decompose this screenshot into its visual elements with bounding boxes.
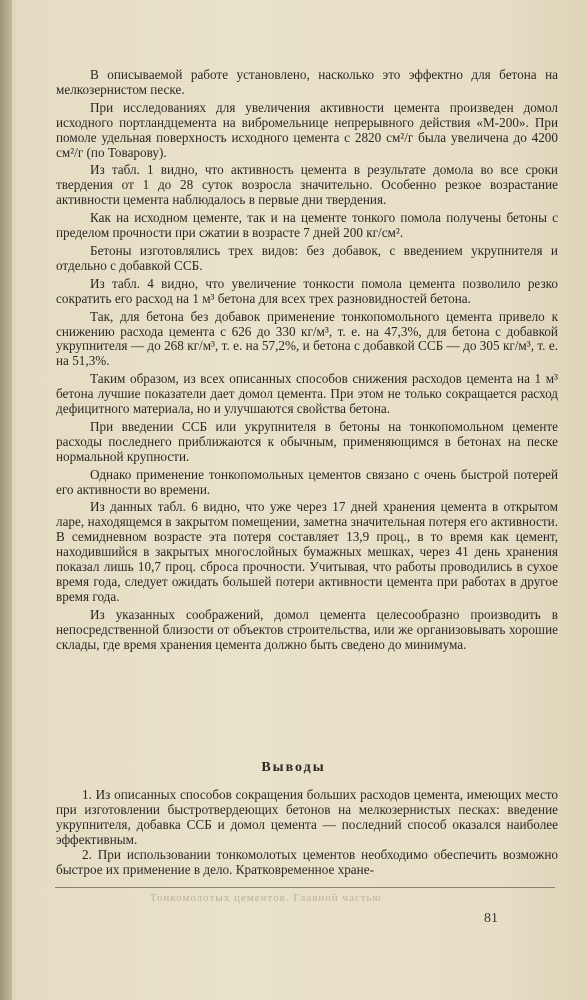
conclusion-item: 2. При использовании тонкомолотых цементов необходимо обеспечить возможно быстрое их применение в дело. Кратковременное хране- — [56, 847, 558, 877]
page-number: 81 — [484, 911, 498, 926]
paragraph: Из данных табл. 6 видно, что уже через 17 дней хранения цемента в открытом ларе, находящемся в закрытом помещении, заметна значительная потеря его активности. В семидневном возрасте эта потеря составляет 13,9 проц., в то время как цемент, находившийся в закрытых многослойных бумажных мешках, через 41 день хранения показал лишь 10,7 проц. сброса прочности. Учитывая, что работы проводились в сухое время года, следует ожидать большей потери активности цемента при работах в другое время года. — [56, 499, 558, 604]
body-text — [56, 68, 558, 656]
conclusions-list — [56, 787, 558, 877]
paragraph: Из указанных соображений, домол цемента целесообразно производить в непосредственной близости от объектов строительства, или же организовывать хорошие склады, где время хранения цемента должно быть сведено до минимума. — [56, 606, 558, 652]
footer-rule — [55, 887, 555, 888]
paragraph: Таким образом, из всех описанных способов снижения расходов цемента на 1 м³ бетона лучшие показатели дает домол цемента. При этом не только сокращается расход дефицитного материала, но и улучшаются свойства бетона. — [56, 371, 558, 417]
paragraph: При исследованиях для увеличения активности цемента произведен домол исходного портландцемента на вибромельнице непрерывного действия «М-200». При помоле удельная поверхность исходного цемента с 2820 см²/г была увеличена до 4200 см²/г (по Товарову). — [56, 99, 558, 160]
paragraph: Как на исходном цементе, так и на цементе тонкого помола получены бетоны с пределом прочности при сжатии в возрасте 7 дней 200 кг/см². — [56, 210, 558, 241]
paragraph: Из табл. 1 видно, что активность цемента в результате домола во все сроки твердения от 1 до 28 суток возросла значительно. Особенно резкое возрастание активности цемента наблюдалось в первые дни твердения. — [56, 162, 558, 208]
paragraph: Из табл. 4 видно, что увеличение тонкости помола цемента позволило резко сократить его расход на 1 м³ бетона для всех трех разновидностей бетона. — [56, 275, 558, 306]
page-binding-edge — [0, 0, 12, 1000]
paragraph: В описываемой работе установлено, насколько это эффектно для бетона на мелкозернистом песке. — [56, 67, 558, 97]
paragraph: Бетоны изготовлялись трех видов: без добавок, с введением укрупнителя и отдельно с добавкой ССБ. — [56, 242, 558, 273]
paragraph: Однако применение тонкопомольных цементов связано с очень быстрой потерей его активности во времени. — [56, 466, 558, 497]
conclusion-item: 1. Из описанных способов сокращения больших расходов цемента, имеющих место при изготовлении быстротвердеющих бетонов на мелкозернистых песках: введение укрупнителя, добавка ССБ и домол цемента — последний способ оказался наиболее эффективным. — [56, 787, 558, 847]
paragraph: При введении ССБ или укрупнителя в бетоны на тонкопомольном цементе расходы последнего приближаются к обычным, применяющимся в бетонах на песке нормальной крупности. — [56, 418, 558, 464]
conclusions-heading: Выводы — [261, 760, 326, 775]
faint-bleedthrough-text: Тонкомолотых цементов. Главной частью — [150, 892, 382, 904]
paragraph: Так, для бетона без добавок применение тонкопомольного цемента привело к снижению расхода цемента с 626 до 330 кг/м³, т. е. на 47,3%, для бетона с добавкой укрупнителя — до 268 кг/м³, т. е. на 57,2%, и бетона с добавкой ССБ — до 305 кг/м³, т. е. на 51,3%. — [56, 308, 558, 369]
